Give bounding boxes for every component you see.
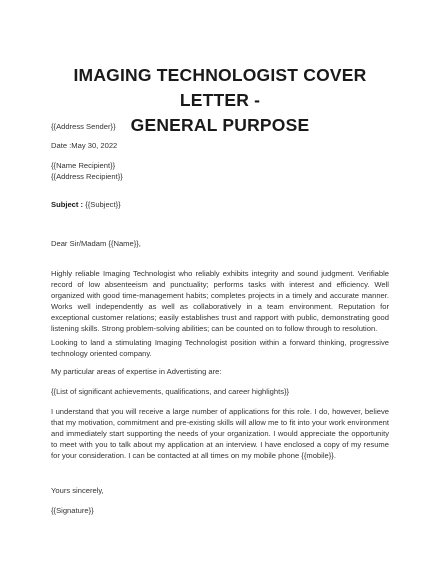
address-sender: {{Address Sender}} <box>51 122 116 131</box>
date-label: Date : <box>51 141 72 150</box>
salutation: Dear Sir/Madam {{Name}}, <box>51 239 141 248</box>
signature: {{Signature}} <box>51 506 94 515</box>
paragraph-summary: Highly reliable Imaging Technologist who reliably exhibits integrity and sound judgment. Verifiable record of low absenteeism and punctuality; performs tasks with interest and efficiency. Well organized with good time-management habits; completes projects in a timely and accurate manner. Works well independently as well as collaboratively in a team environment. Reputation for exceptional customer relations; easily establishes trust and rapport with public, demonstrating good listening skills. Strong problem-solving abilities; can be counted on to follow through to resolution. <box>51 269 389 333</box>
paragraph-objective: Looking to land a stimulating Imaging Technologist position within a forward thinking, progressive technology oriented company. <box>51 338 389 358</box>
date-value: May 30, 2022 <box>71 141 118 150</box>
recipient-block <box>51 160 123 182</box>
paragraph-closing-statement: I understand that you will receive a large number of applications for this role. I do, however, believe that my motivation, commitment and pre-existing skills will allow me to fit into your work environment and immediately start supporting the needs of your organization. I would appreciate the opportunity to meet with you to talk about my application at an interview. I have enclosed a copy of my resume for your consideration. I can be contacted at all times on my mobile phone {{mobile}}. <box>51 407 389 460</box>
address-recipient: {{Address Recipient}} <box>51 172 123 181</box>
title-line-2: GENERAL PURPOSE <box>130 115 310 135</box>
closing: Yours sincerely, <box>51 486 104 495</box>
title-line-1: IMAGING TECHNOLOGIST COVER LETTER - <box>73 65 367 110</box>
paragraph-expertise-intro: My particular areas of expertise in Advertisting are: <box>51 367 222 376</box>
subject-line <box>51 199 121 210</box>
paragraph-achievements: {{List of significant achievements, qualifications, and career highlights}} <box>51 387 290 396</box>
subject-label: Subject : <box>51 200 84 209</box>
date-line <box>51 140 117 151</box>
name-recipient: {{Name Recipient}} <box>51 161 116 170</box>
subject-value: {{Subject}} <box>83 200 121 209</box>
